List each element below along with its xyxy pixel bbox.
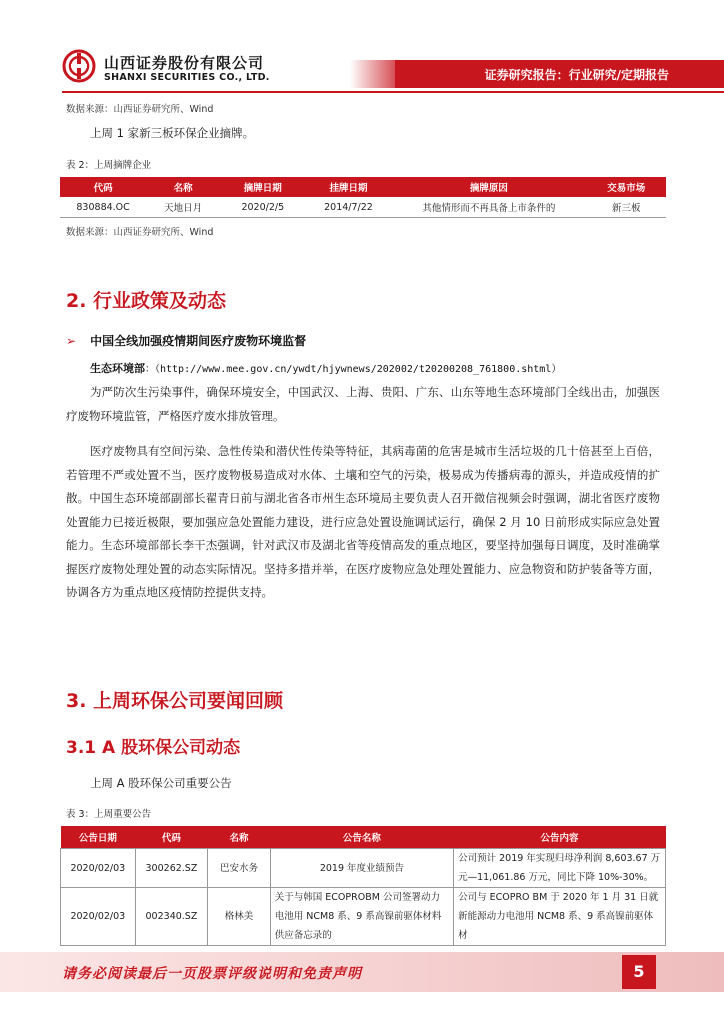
table-cell: 2020/2/5	[220, 197, 305, 218]
data-source: 数据来源：山西证券研究所、Wind	[66, 104, 214, 115]
table-header-row	[60, 177, 666, 197]
table-cell: 830884.OC	[60, 197, 146, 218]
table-cell: 2014/7/22	[306, 197, 392, 218]
table-cell: 关于与韩国 ECOPROBM 公司签署动力电池用 NCM8 系、9 系高镍前驱体材料供应备忘录的	[270, 888, 453, 946]
column-header: 摘牌原因	[391, 177, 586, 197]
bureau-url: ：（http://www.mee.gov.cn/ywdt/hjywnews/202002/t20200208_761800.shtml）	[145, 364, 562, 375]
table-cell: 巴安水务	[208, 849, 271, 888]
column-header: 代码	[60, 177, 146, 197]
column-header: 公告内容	[454, 826, 666, 849]
table-cell: 2020/02/03	[61, 849, 136, 888]
column-header: 公告日期	[61, 826, 136, 849]
table-cell: 公司与 ECOPRO BM 于 2020 年 1 月 31 日就新能源动力电池用 NCM8 系、9 系高镍前驱体材	[454, 888, 666, 946]
column-header: 摘牌日期	[220, 177, 305, 197]
column-header: 公告名称	[270, 826, 453, 849]
table-row	[61, 888, 666, 946]
page-number: 5	[622, 955, 656, 989]
table-row	[61, 849, 666, 888]
section-heading: 2. 行业政策及动态	[66, 290, 227, 312]
table-cell: 002340.SZ	[135, 888, 208, 946]
table2-caption: 表 2：上周摘牌企业	[66, 160, 152, 171]
table-header-row	[61, 826, 666, 849]
page-header	[0, 0, 724, 92]
table3-caption: 表 3：上周重要公告	[66, 809, 152, 820]
paragraph: 为严防次生污染事件，确保环境安全，中国武汉、上海、贵阳、广东、山东等地生态环境部门全线出击，加强医疗废物环境监管，严格医疗废水排放管理。	[66, 385, 660, 423]
subsection-heading: 3.1 A 股环保公司动态	[66, 738, 241, 758]
data-source: 数据来源：山西证券研究所、Wind	[66, 227, 214, 238]
table-cell: 格林美	[208, 888, 271, 946]
report-type: 证券研究报告：行业研究/定期报告	[484, 68, 669, 82]
column-header: 代码	[135, 826, 208, 849]
announcements-table	[60, 826, 666, 946]
table-cell: 300262.SZ	[135, 849, 208, 888]
section-heading: 3. 上周环保公司要闻回顾	[66, 690, 284, 712]
company-name-cn: 山西证券股份有限公司	[104, 54, 265, 72]
delist-intro: 上周 1 家新三板环保企业摘牌。	[90, 126, 255, 140]
bureau-label: 生态环境部	[90, 362, 145, 375]
delisted-companies-table	[60, 177, 666, 218]
paragraph: 医疗废物具有空间污染、急性传染和潜伏性传染等特征，其病毒菌的危害是城市生活垃圾的几十倍甚至上百倍，若管理不严或处置不当，医疗废物极易造成对水体、土壤和空气的污染，极易成为传播病毒的源头，并造成疫情的扩散。中国生态环境部副部长翟青日前与湖北省各市州生态环境局主要负责人召开微信视频会时强调，湖北省医疗废物处置能力已接近极限，要加强应急处置能力建设，进行应急处置设施调试运行，确保 2 月 10 日前形成实际应急处置能力。生态环境部部长李干杰强调，针对武汉市及湖北省等疫情高发的重点地区，要坚持加强每日调度，及时准确掌握医疗废物处理处置的动态实际情况。坚持多措并举，在医疗废物应急处理处置能力、应急物资和防护装备等方面，协调各方为重点地区疫情防控提供支持。	[66, 444, 660, 599]
announce-intro: 上周 A 股环保公司重要公告	[90, 776, 232, 790]
column-header: 名称	[146, 177, 220, 197]
bullet-arrow-icon: ➢	[66, 334, 77, 348]
table-cell: 2020/02/03	[61, 888, 136, 946]
source-bureau	[90, 360, 561, 376]
table-row	[60, 197, 666, 218]
table-cell: 公司预计 2019 年实现归母净利润 8,603.67 万元—11,061.86 万元，同比下降 10%-30%。	[454, 849, 666, 888]
bullet-heading-text: 中国全线加强疫情期间医疗废物环境监督	[90, 334, 307, 348]
table-cell: 其他情形而不再具备上市条件的	[391, 197, 586, 218]
disclaimer-notice: 请务必阅读最后一页股票评级说明和免责声明	[62, 966, 362, 982]
table-cell: 2019 年度业绩预告	[270, 849, 453, 888]
company-logo-icon	[62, 49, 96, 83]
column-header: 名称	[208, 826, 271, 849]
company-name-en: SHANXI SECURITIES CO., LTD.	[104, 72, 270, 83]
table-cell: 天地日月	[146, 197, 220, 218]
bullet-heading	[66, 332, 306, 349]
table-cell: 新三板	[586, 197, 666, 218]
header-divider	[62, 91, 724, 93]
column-header: 交易市场	[586, 177, 666, 197]
column-header: 挂牌日期	[306, 177, 392, 197]
